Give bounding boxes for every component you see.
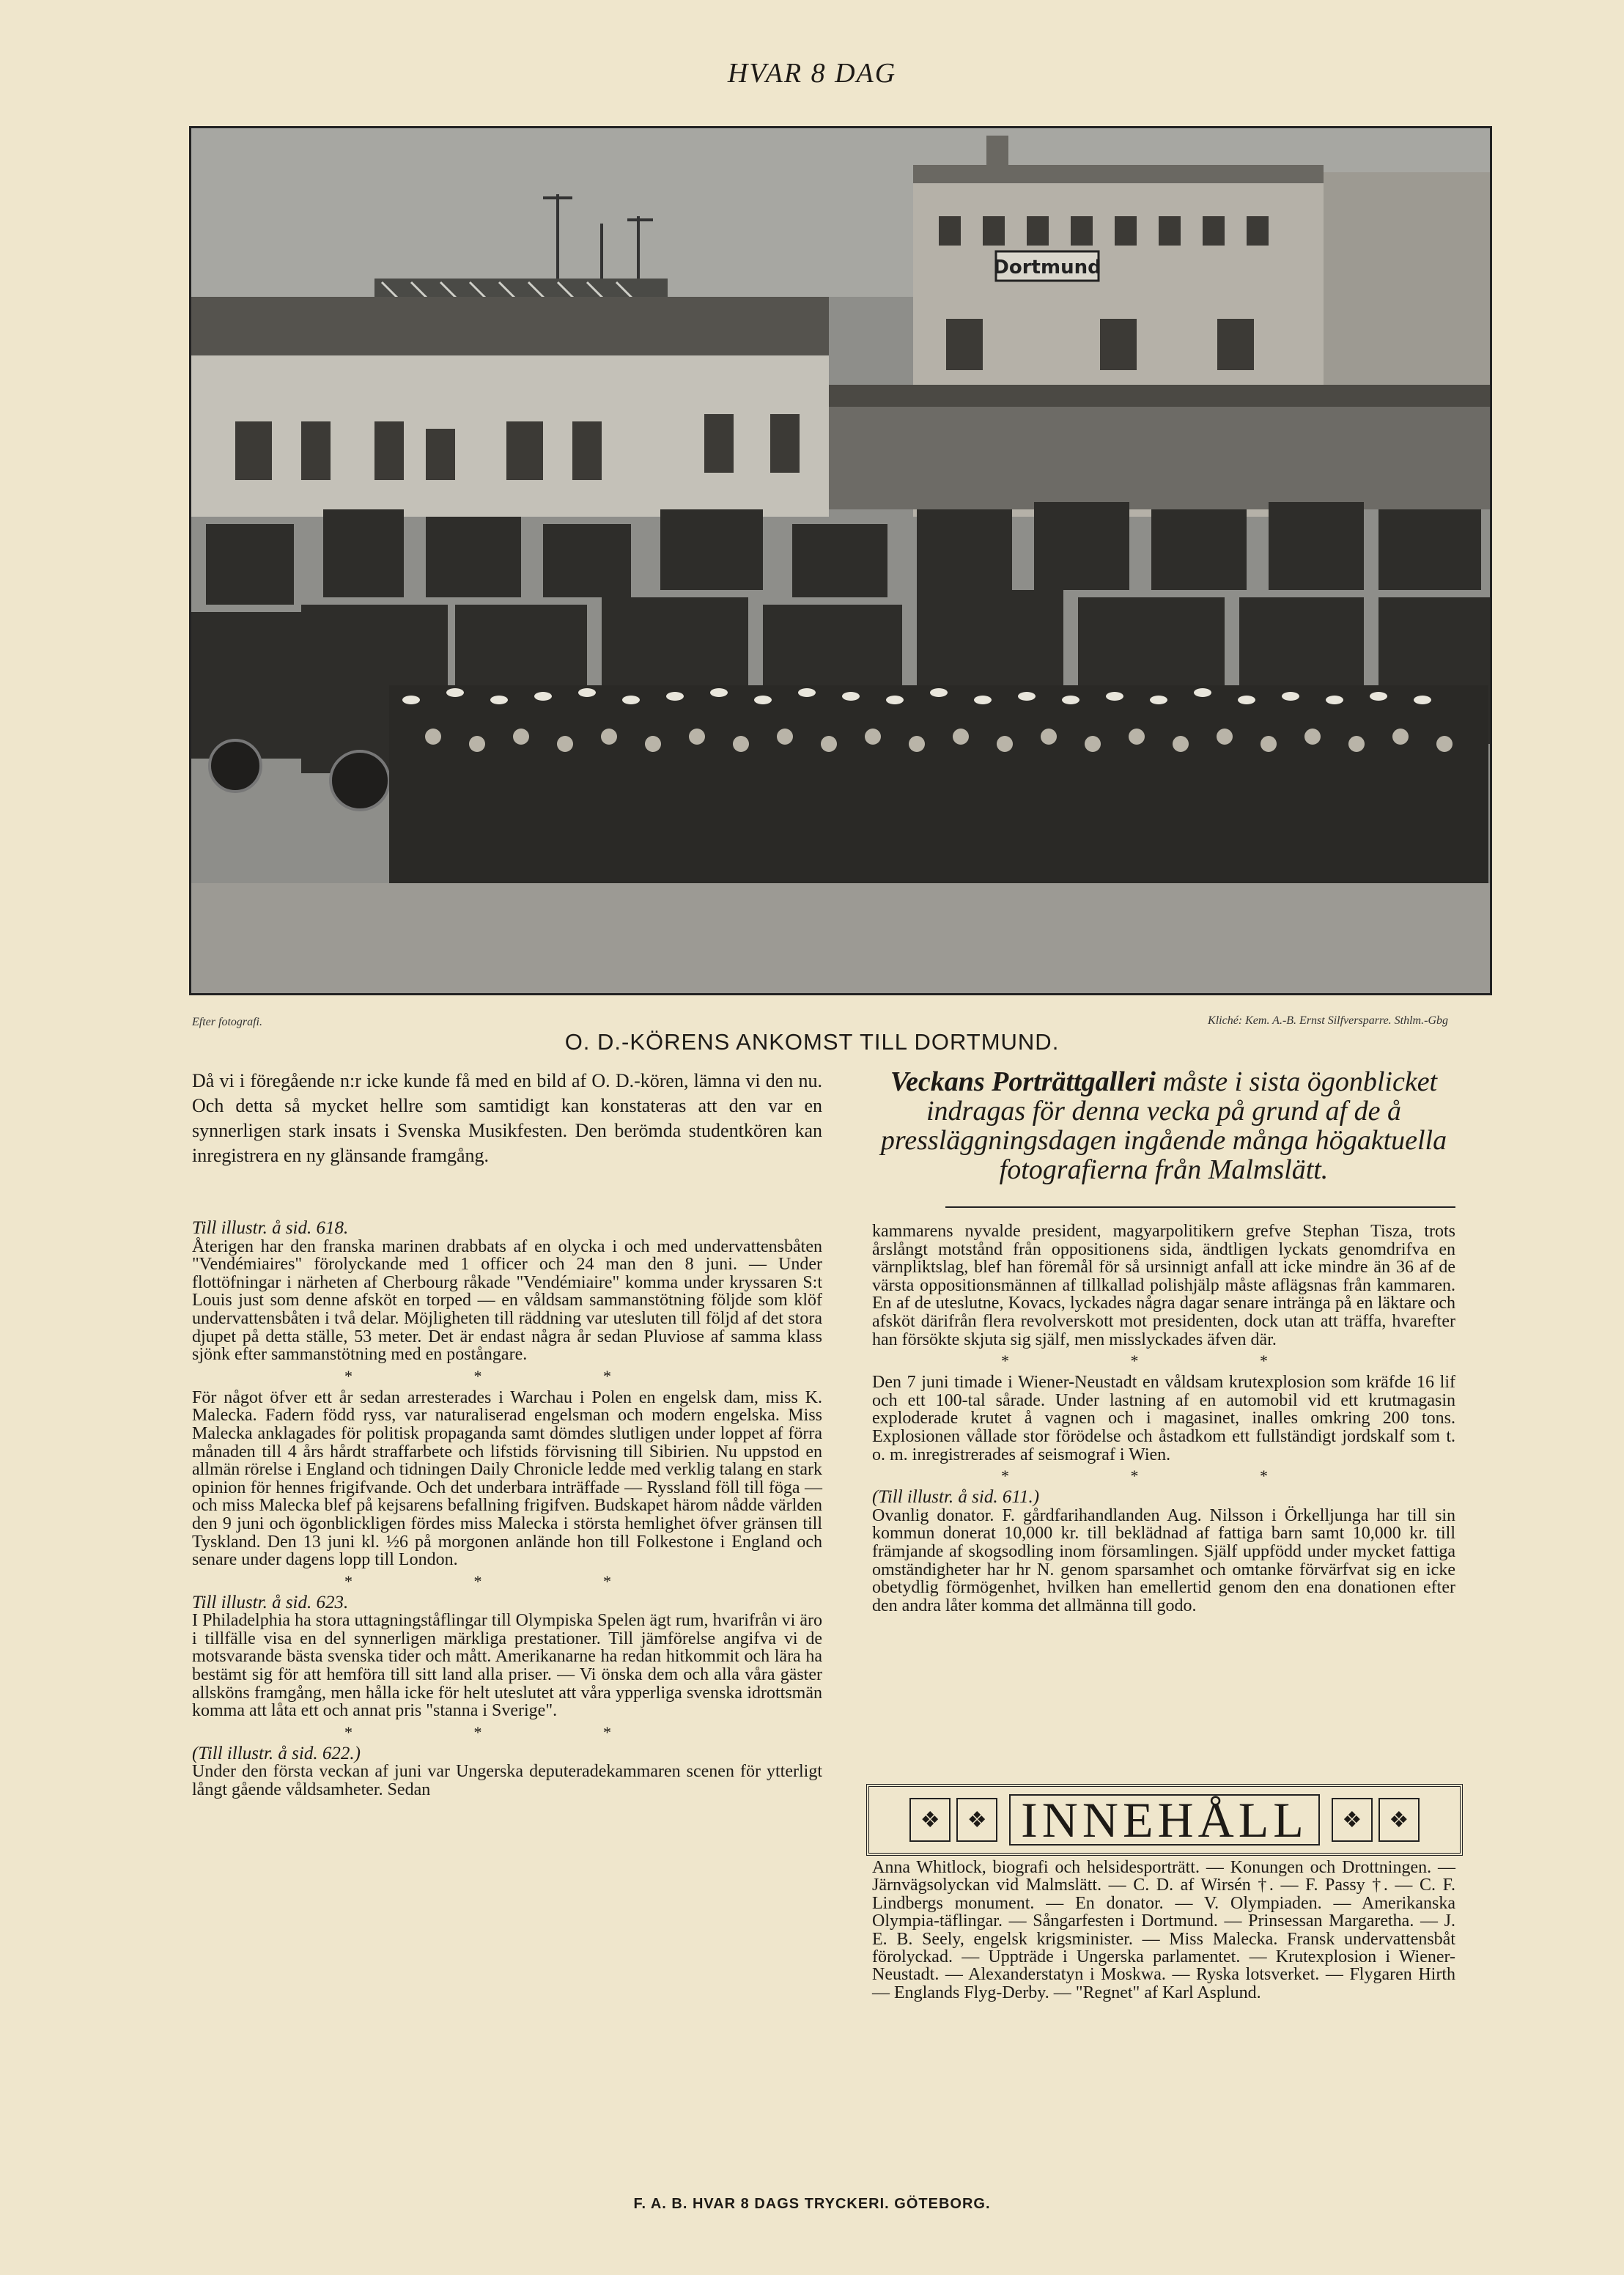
ornament-icon: ❖: [909, 1798, 951, 1842]
separator-stars: * * *: [344, 1571, 670, 1590]
station-sign: Dortmund: [993, 257, 1101, 279]
article-text: I Philadelphia ha stora uttagningståflingar till Olympiska Spelen ägt rum, hvarifrån vi äro i tillfälle visa en del synnerligen märkliga prestationer. Till jämförelse angifva vi de motsvarande bästa svenska tider och mått. Amerikanarne ha redan hitkommit och lära ha bestämt sig för att hemföra till sitt land alla priser. — Vi önska dem och alla våra gäster allsköns framgång, men hålla icke för helt uteslutet att våra ypperliga svenska idrottsmän komma att låta ett och annat pris "stanna i Sverige".: [192, 1611, 822, 1721]
contents-title: INNEHÅLL: [1009, 1794, 1320, 1846]
article-text: Den 7 juni timade i Wiener-Neustadt en våldsam krutexplosion som kräfde 16 lif och ett 100-tal sårade. Under lastning af en automobil vid ett krutmagasin exploderade krutet å vagnen och i magasinet, inalles omkring 200 tons. Explosionen vållade stor förödelse och åstadkom ett fullständigt jordskalf som t. o. m. inregistrerades af seismograf i Wien.: [872, 1373, 1455, 1464]
right-column: [872, 1223, 1455, 1615]
news-item-hungary-cont: [872, 1223, 1455, 1349]
printer-imprint: F. A. B. HVAR 8 DAGS TRYCKERI. GÖTEBORG.: [633, 2196, 991, 2212]
news-item-olympia: [192, 1594, 822, 1720]
ornament-icon: ❖: [956, 1798, 997, 1842]
illustration-reference: Till illustr. å sid. 618.: [192, 1218, 349, 1238]
illustration-reference: Till illustr. å sid. 623.: [192, 1592, 349, 1612]
notice-lead: Veckans Porträttgalleri: [890, 1066, 1156, 1097]
photo-caption: O. D.-KÖRENS ANKOMST TILL DORTMUND.: [564, 1029, 1060, 1055]
separator-stars: * * *: [344, 1722, 670, 1741]
separator-stars: * * *: [344, 1366, 670, 1385]
notice-text: måste i sista ögonblicket indragas för denna vecka på grund af de å pressläggningsdagen ingående många högaktuella fotografierna från Malmslätt.: [880, 1066, 1447, 1185]
article-text: För något öfver ett år sedan arresterades i Warchau i Polen en engelsk dam, miss K. Malecka. Fadern född ryss, var naturaliserad engelsman och modern engelska. Miss Malecka anklagades för politisk propaganda samt dömdes slutligen under loppet af förra månaden till 4 års hårdt straffarbete och lifstids förvisning till Sibirien. Nu uppstod en allmän rörelse i England och tidningen Daily Chronicle ledde med verklig talang en stark opinion för hennes frigifvande. Och det underbara inträffade — Ryssland föll till föga — och miss Malecka blef på kejsarens befallning frigifven. Budskapet härom nådde världen den 9 juni och ögonblickligen fördes miss Malecka i största hemlighet öfver gränsen till Tyskland. Den 13 juni kl. ½6 på morgonen anlände hon till Folkestone i England och senare under dagens lopp till London.: [192, 1387, 822, 1570]
article-text: Under den första veckan af juni var Ungerska deputeradekammaren scenen för ytterligt långt gående våldsamheter. Sedan: [192, 1762, 822, 1800]
station-scene: [191, 128, 1490, 993]
ornament-icon: ❖: [1332, 1798, 1373, 1842]
portrait-gallery-notice: [872, 1067, 1455, 1184]
running-head: HVAR 8 DAG: [727, 58, 897, 89]
separator-stars: * * *: [1001, 1467, 1326, 1486]
ornament-icon: ❖: [1378, 1798, 1420, 1842]
news-item-vendemiaire: [192, 1220, 822, 1364]
article-text: Ovanlig donator. F. gårdfarihandlanden Aug. Nilsson i Örkelljunga har till sin kommun donerat 10,000 kr. till beklädnad af fattiga barn samt 10,000 kr. till främjande af skogsodling inom församlingen. Själf uppfödd under mycket fattiga omständigheter har hr N. genom sparsamhet och omtanke förvärfvat sig en icke obetydlig förmögenhet, hvilken han emellertid genom den ena donationen efter den andra låter komma det allmänna till godo.: [872, 1505, 1455, 1615]
engraver-credit: Kliché: Kem. A.-B. Ernst Silfversparre. Sthlm.-Gbg: [1208, 1014, 1448, 1027]
news-item-hungary-start: [192, 1745, 822, 1799]
left-column: [192, 1220, 822, 1799]
contents-header: [866, 1784, 1463, 1856]
divider-rule: [945, 1206, 1455, 1208]
photo-credit: Efter fotografi.: [192, 1016, 262, 1028]
article-text: Återigen har den franska marinen drabbats af en olycka i och med undervattensbåten "Vendémiaires" förolyckande med 1 officer och 24 man den 8 juni. — Under flottöfningar i närheten af Cherbourg råkade "Vendémiaire" komma under kryssaren S:t Louis just som denne afsköt en torped — en våldsam sammanstötning följde som klöf undervattensbåten i två delar. Möjligheten till räddning var utesluten till följd af det stora djupet på detta ställe, 53 meter. Det är endast några år sedan Pluviose af samma klass sjönk efter sammanstötning med en postångare.: [192, 1236, 822, 1365]
article-text: kammarens nyvalde president, magyarpolitikern grefve Stephan Tisza, trots årslångt motstånd från oppositionens sida, ändtligen lyckats genomdrifva en värnpliktslag, blef han föremål för så ursinnigt anfall att icke mindre än 36 af de värsta oppositionsmännen af tillkallad polishjälp måste aflägsnas från kammaren. En af de uteslutne, Kovacs, lyckades några dagar senare intränga på en läktare och afsköt därifrån flera revolverskott mot presidenten, dock utan att träffa, hvarefter han försökte skjuta sig själf, men misslyckades äfven där.: [872, 1222, 1455, 1349]
group-photograph: [189, 126, 1492, 995]
news-item-donator: [872, 1489, 1455, 1615]
news-item-explosion: [872, 1374, 1455, 1464]
contents-list: Anna Whitlock, biografi och helsidesporträtt. — Konungen och Drottningen. — Järnvägsolyckan vid Malmslätt. — C. D. af Wirsén †. — F. Passy †. — C. F. Lindbergs monument. — En donator. — V. Olympiaden. — Amerikanska Olympia-täflingar. — Sångarfesten i Dortmund. — Prinsessan Margaretha. — J. E. B. Seely, engelsk krigsminister. — Miss Malecka. Fransk undervattensbåt förolyckad. — Uppträde i Ungerska parlamentet. — Krutexplosion i Wiener-Neustadt. — Alexanderstatyn i Moskwa. — Ryska lotsverket. — Flygaren Hirth — Englands Flyg-Derby. — "Regnet" af Karl Asplund.: [872, 1858, 1455, 2002]
illustration-reference: (Till illustr. å sid. 611.): [872, 1487, 1040, 1508]
news-item-malecka: [192, 1389, 822, 1569]
illustration-reference: (Till illustr. å sid. 622.): [192, 1743, 361, 1763]
separator-stars: * * *: [1001, 1352, 1326, 1371]
intro-paragraph: Då vi i föregående n:r icke kunde få med en bild af O. D.-kören, lämna vi den nu. Och detta så mycket hellre som samtidigt kan konstateras att den var en synnerligen stark insats i Svenska Musikfesten. Den berömda studentkören kan inregistrera en ny glänsande framgång.: [192, 1070, 822, 1166]
